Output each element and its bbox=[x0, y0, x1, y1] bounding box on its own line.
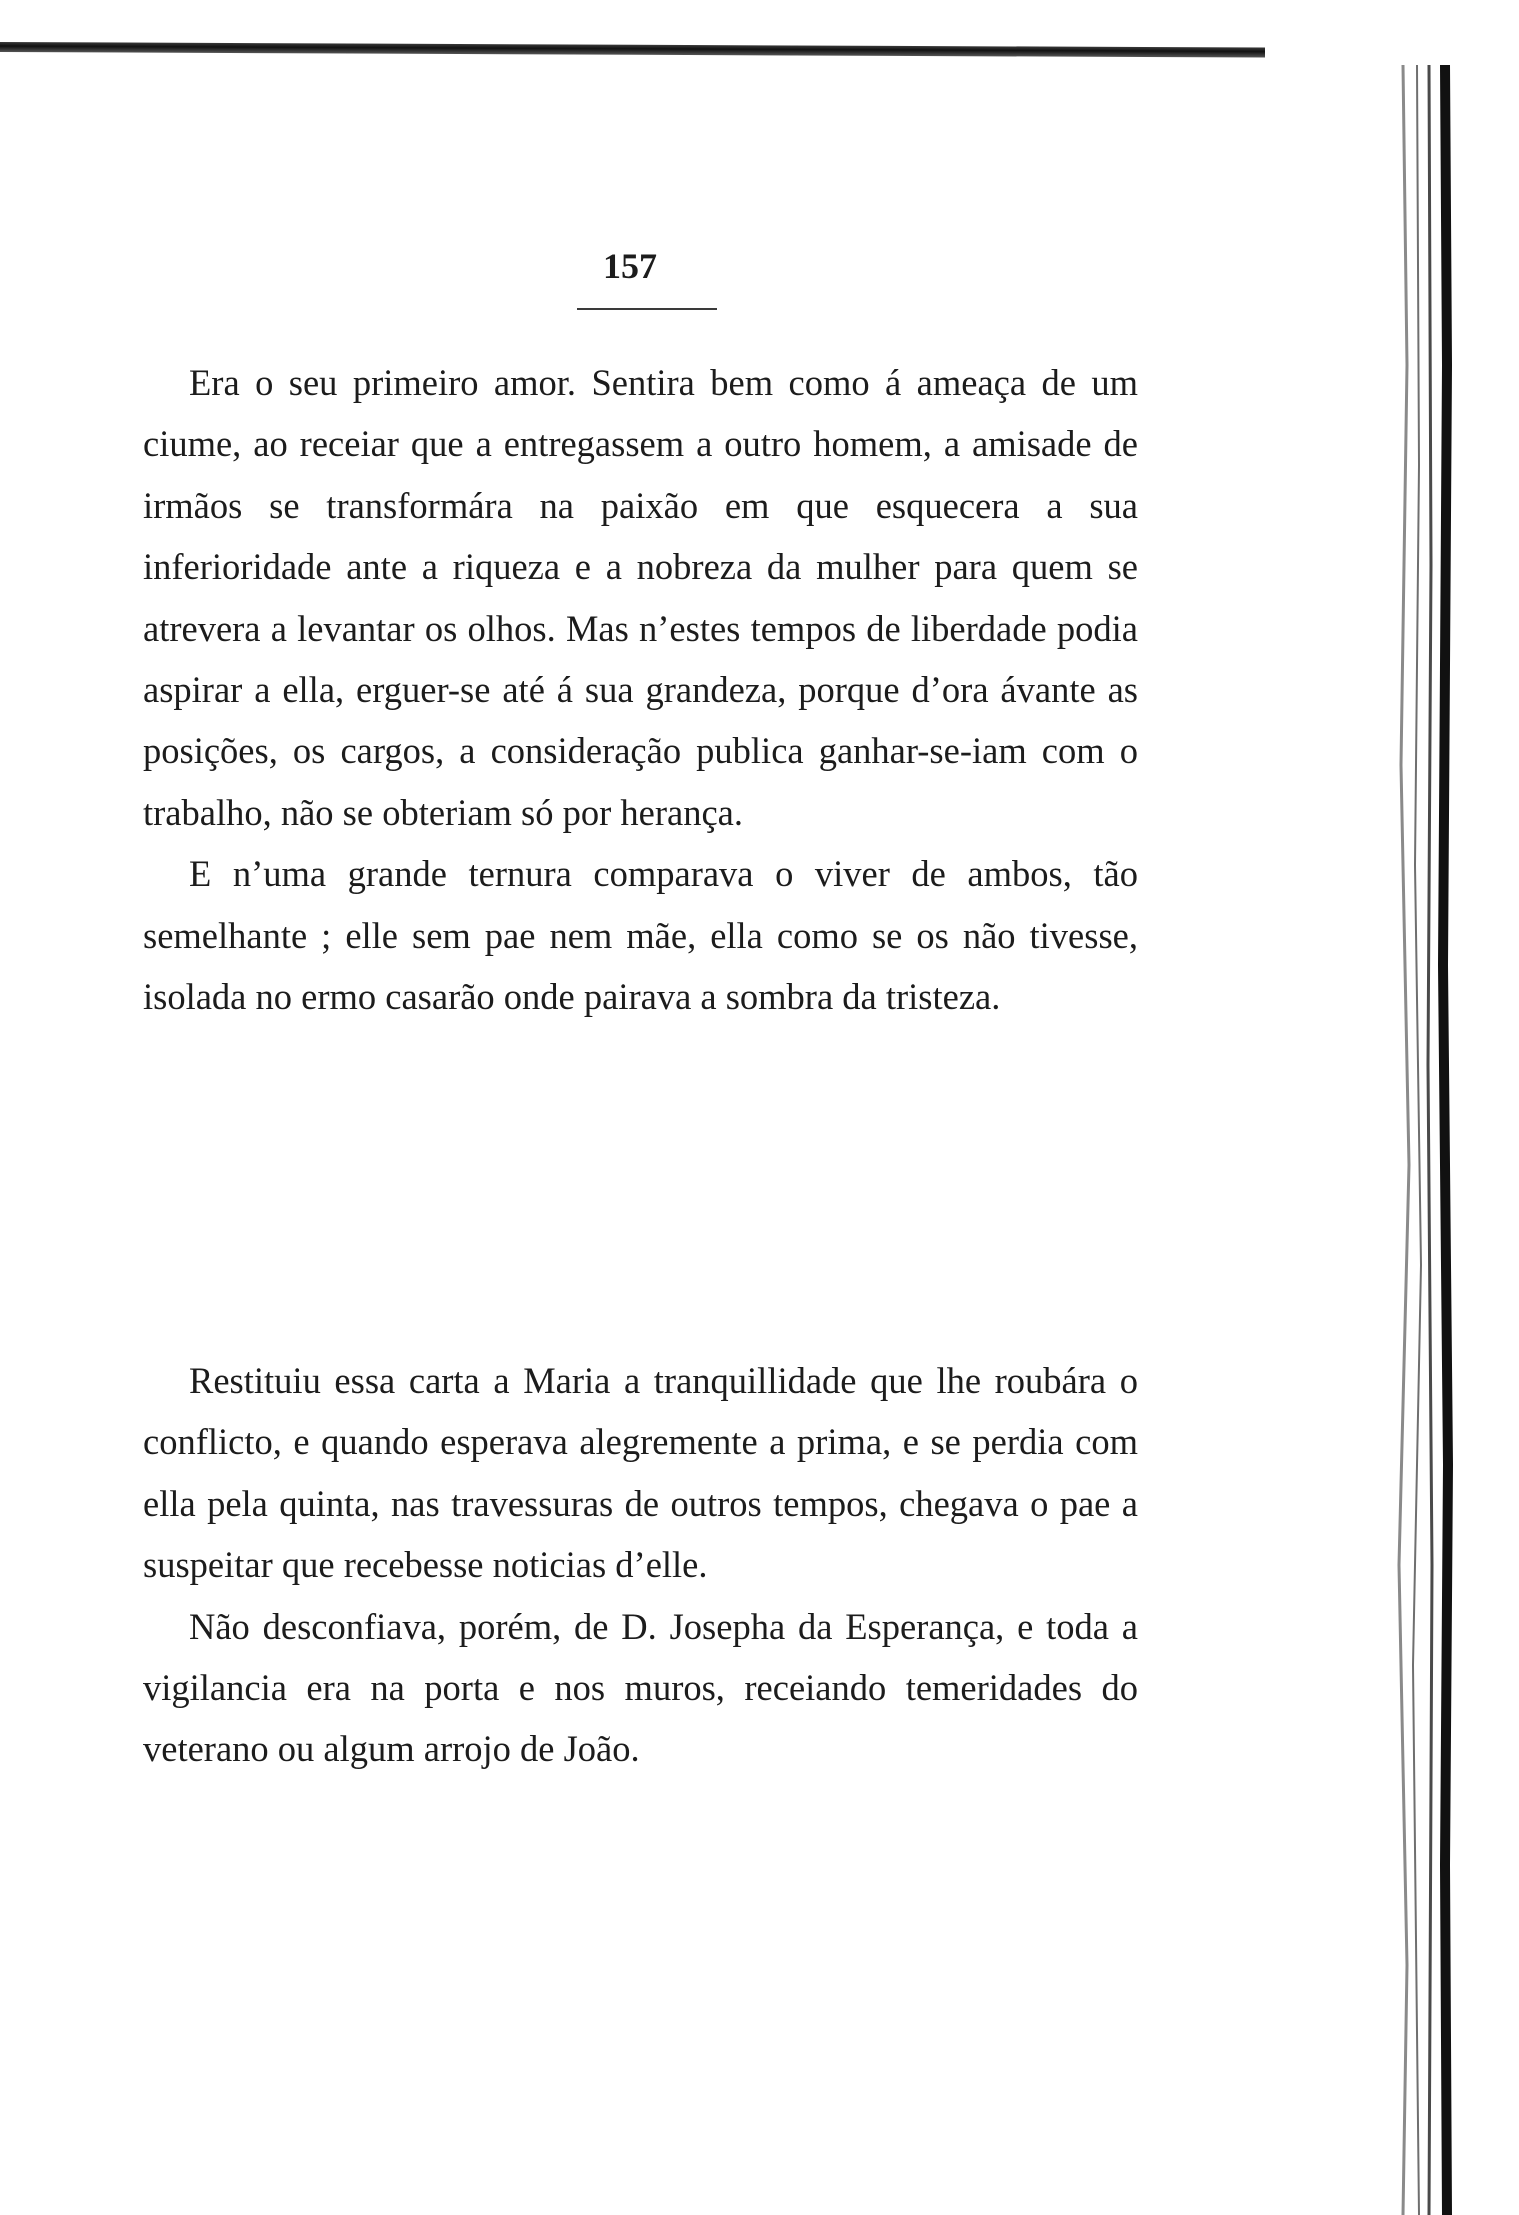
paragraph: Restituiu essa carta a Maria a tranquillidade que lhe roubára o conflicto, e quando esperava alegremente a prima, e se perdia com ella pela quinta, nas travessuras de outros tempos, chegava o pae a suspeitar que recebesse noticias d’elle. bbox=[143, 1360, 1138, 1586]
paragraph: E n’uma grande ternura comparava o viver de ambos, tão semelhante ; elle sem pae nem mãe, ella como se os não tivesse, isolada no ermo casarão onde pairava a sombra da tristeza. bbox=[143, 853, 1138, 1018]
paragraph: Não desconfiava, porém, de D. Josepha da Esperança, e toda a vigilancia era na porta e nos muros, receiando temeridades do veterano ou algum arrojo de João. bbox=[143, 1605, 1138, 1770]
text-section-1 bbox=[143, 352, 1138, 1027]
paragraph: Era o seu primeiro amor. Sentira bem como á ameaça de um ciume, ao receiar que a entregassem a outro homem, a amisade de irmãos se transformára na paixão em que esquecera a sua inferioridade ante a riqueza e a nobreza da mulher para quem se atrevera a levantar os olhos. Mas n’estes tempos de liberdade podia aspirar a ella, erguer-se até á sua grandeza, porque d’ora ávante as posições, os cargos, a consideração publica ganhar-se-iam com o trabalho, não se obteriam só por herança. bbox=[143, 362, 1138, 833]
page-number-rule bbox=[577, 308, 717, 310]
page-number: 157 bbox=[603, 246, 657, 286]
page-binding-edge bbox=[1385, 65, 1465, 2215]
text-section-2 bbox=[143, 1350, 1138, 1780]
top-printed-rule bbox=[0, 42, 1265, 58]
